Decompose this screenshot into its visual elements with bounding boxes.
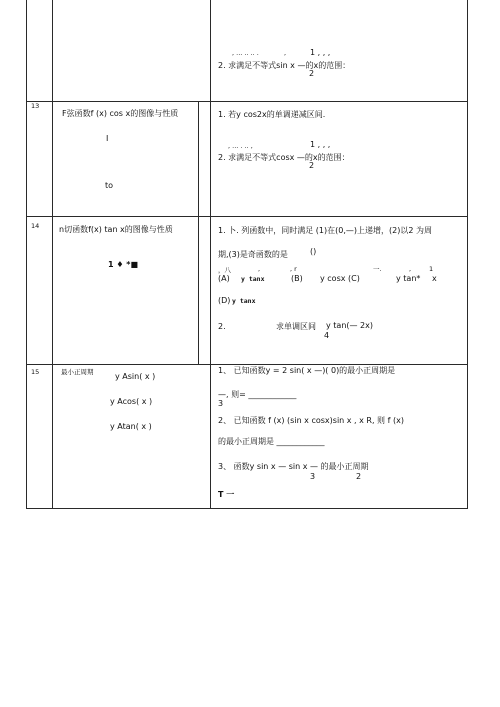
row14-noise-2: ,: [258, 265, 261, 273]
row14-option-d-label: (D): [218, 296, 231, 305]
row-divider-2: [26, 216, 468, 217]
row13-topic: F弦函数f (x) cos x的图像与性质: [62, 109, 179, 118]
row13-mark-1: I: [106, 134, 109, 143]
row15-formula-3: y Atan( x ): [110, 422, 152, 431]
row14-noise-5: ,: [409, 265, 412, 273]
row14-q2-denominator: 4: [324, 331, 330, 340]
row14-option-c-expr: y tan*: [396, 274, 421, 283]
row15-number: 15: [31, 368, 40, 376]
row14-option-a-expr: y tanx: [241, 275, 265, 283]
row14-paren: (): [310, 247, 317, 256]
row15-topic: 最小正周期: [61, 368, 94, 376]
row14-question-1-cont: 期,(3)是奇函数的是: [218, 250, 288, 259]
row15-question-2-cont: 的最小正周期是 ____________: [218, 437, 325, 446]
row13-question-1: 1. 若y cos2x的单调递减区间.: [218, 110, 326, 119]
column-divider-inner-13: [198, 101, 199, 216]
column-divider-inner-14: [198, 216, 199, 364]
row14-option-b-label: (B): [291, 274, 303, 283]
row13-number: 13: [31, 102, 40, 110]
row15-formula-2: y Acos( x ): [110, 397, 153, 406]
row14-noise-3: , r: [290, 265, 297, 273]
row14-option-c-x: x: [432, 274, 437, 283]
row15-q3-denominator-2: 2: [356, 472, 362, 481]
row15-question-3-answer: T 一: [218, 490, 235, 499]
row15-question-3: 3、 函数y sin x — sin x — 的最小正周期: [218, 462, 369, 471]
row15-formula-1: y Asin( x ): [115, 372, 156, 381]
row14-question-1: 1. 卜. 列函数中，同时满足 (1)在(0,—)上递增，(2)以2 为周: [218, 226, 432, 235]
row13-mark-2: to: [105, 181, 114, 190]
row14-q2-number: 2.: [218, 322, 226, 331]
row0-dots: , ... .. .. .: [232, 49, 259, 57]
row13-q2-numerator: 1 , , ,: [310, 140, 331, 149]
row13-q2-dots: , ... . .. ,: [228, 142, 253, 150]
row14-noise-1: ，八: [218, 266, 231, 274]
row14-q2-text: 求单调区间: [276, 322, 316, 331]
row-divider-1: [26, 101, 468, 102]
row14-number: 14: [31, 222, 40, 230]
row14-mark: 1 ♦ *■: [108, 260, 139, 269]
row15-question-2: 2、 已知函数 f (x) (sin x cosx)sin x , x R, 则 f (x): [218, 416, 404, 425]
row14-option-a-label: (A): [218, 274, 230, 283]
row15-q3-denominator-1: 3: [310, 472, 316, 481]
row15-question-1-cont: —, 则= ____________: [218, 390, 297, 399]
row-divider-3: [26, 364, 468, 365]
table-border-left: [26, 0, 27, 509]
row14-noise-6: 1: [429, 265, 434, 273]
row0-denominator: 2: [309, 69, 315, 78]
row0-numerator: 1 , , ,: [310, 48, 331, 57]
table-border-bottom: [26, 508, 468, 509]
row14-option-d-expr: y tanx: [232, 297, 256, 305]
row13-q2-denominator: 2: [309, 161, 315, 170]
row13-question-2: 2. 求满足不等式cosx —的x的范围：: [218, 153, 350, 162]
column-divider-1: [52, 0, 53, 509]
row14-topic: n切函数f(x) tan x的图像与性质: [59, 225, 173, 234]
row0-comma: ,: [284, 49, 287, 57]
row0-question-2: 2. 求满足不等式sin x —的x的范围：: [218, 61, 351, 70]
row15-question-1: 1、 已知函数y = 2 sin( x —)( 0)的最小正周期是: [218, 366, 396, 375]
row14-option-c: y cosx (C): [320, 274, 360, 283]
column-divider-2: [210, 0, 211, 509]
row14-noise-4: 一.: [373, 265, 382, 273]
row15-q1-denominator: 3: [218, 399, 224, 408]
row14-q2-expr: y tan(— 2x): [326, 321, 373, 330]
table-border-right: [467, 0, 468, 509]
